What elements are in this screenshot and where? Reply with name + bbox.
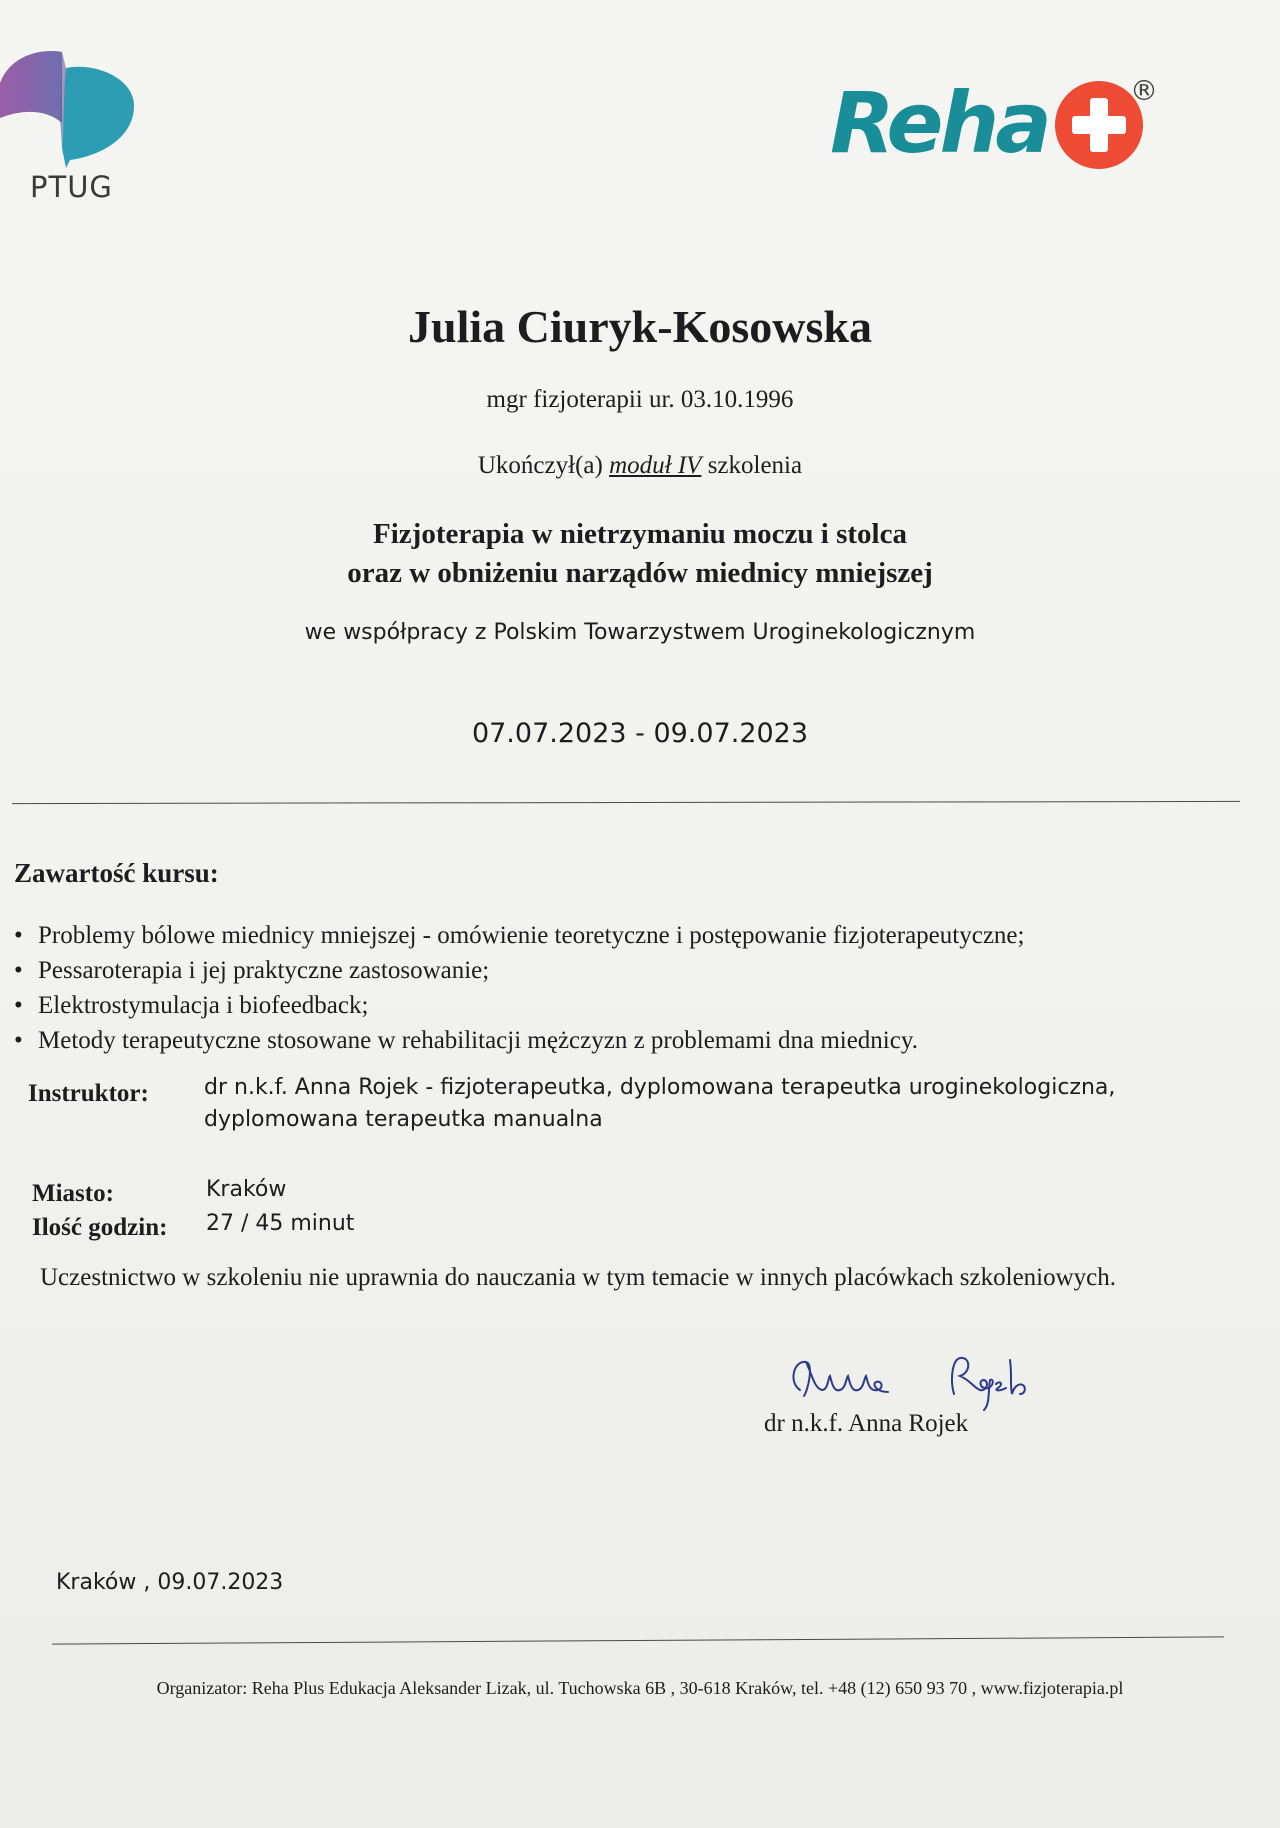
ptug-mark-icon bbox=[0, 48, 136, 168]
course-title-line2: oraz w obniżeniu narządów miednicy mniejszej bbox=[347, 557, 933, 589]
list-item: • Metody terapeutyczne stosowane w rehabilitacji mężczyzn z problemami dna miednicy. bbox=[14, 1023, 1024, 1058]
instructor-line2: dyplomowana terapeutka manualna bbox=[204, 1107, 603, 1132]
hours-label: Ilość godzin: bbox=[32, 1214, 168, 1241]
course-title bbox=[0, 515, 1280, 593]
hours-value: 27 / 45 minut bbox=[206, 1211, 355, 1236]
completion-prefix: Ukończył(a) bbox=[477, 452, 603, 479]
course-content-label: Zawartość kursu: bbox=[14, 858, 219, 888]
reha-logo-text: Reha bbox=[830, 74, 1048, 172]
course-title-line1: Fizjoterapia w nietrzymaniu moczu i stolca bbox=[373, 518, 907, 550]
ptug-logo bbox=[0, 48, 140, 208]
city-value: Kraków bbox=[206, 1177, 287, 1202]
place-and-date: Kraków , 09.07.2023 bbox=[56, 1570, 284, 1595]
organizer-footer: Organizator: Reha Plus Edukacja Aleksander Lizak, ul. Tuchowska 6B , 30-618 Kraków, tel. +48 (12) 650 93 70 , www.fizjoterapia.pl bbox=[156, 1678, 1124, 1698]
course-dates: 07.07.2023 - 09.07.2023 bbox=[471, 718, 809, 749]
instructor-line1: dr n.k.f. Anna Rojek - fizjoterapeutka, dyplomowana terapeutka uroginekologiczna, bbox=[204, 1075, 1116, 1100]
disclaimer-note: Uczestnictwo w szkoleniu nie uprawnia do nauczania w tym temacie w innych placówkach szkoleniowych. bbox=[40, 1264, 1117, 1291]
reha-plus-logo bbox=[830, 74, 1170, 174]
divider-bottom bbox=[52, 1636, 1224, 1644]
cooperation-line: we współpracy z Polskim Towarzystwem Uroginekologicznym bbox=[304, 620, 976, 645]
list-item: • Elektrostymulacja i biofeedback; bbox=[14, 988, 1024, 1023]
instructor-value bbox=[204, 1072, 1115, 1136]
module-name: moduł IV bbox=[609, 452, 702, 479]
city-label: Miasto: bbox=[32, 1180, 114, 1207]
completion-line bbox=[0, 452, 1280, 480]
signature-image bbox=[784, 1340, 1034, 1420]
course-content-list bbox=[14, 918, 1024, 1058]
completion-suffix: szkolenia bbox=[707, 452, 803, 479]
participant-name: Julia Ciuryk-Kosowska bbox=[408, 301, 872, 352]
instructor-label: Instruktor: bbox=[28, 1080, 149, 1107]
registered-mark: ® bbox=[1130, 74, 1158, 107]
degree-line: mgr fizjoterapii ur. 03.10.1996 bbox=[486, 386, 794, 413]
divider-top bbox=[12, 801, 1240, 804]
signatory-name: dr n.k.f. Anna Rojek bbox=[764, 1410, 969, 1437]
list-item: • Problemy bólowe miednicy mniejszej - omówienie teoretyczne i postępowanie fizjoterapeutyczne; bbox=[14, 918, 1024, 953]
list-item: • Pessaroterapia i jej praktyczne zastosowanie; bbox=[14, 953, 1024, 988]
ptug-logo-text: PTUG bbox=[30, 170, 113, 204]
